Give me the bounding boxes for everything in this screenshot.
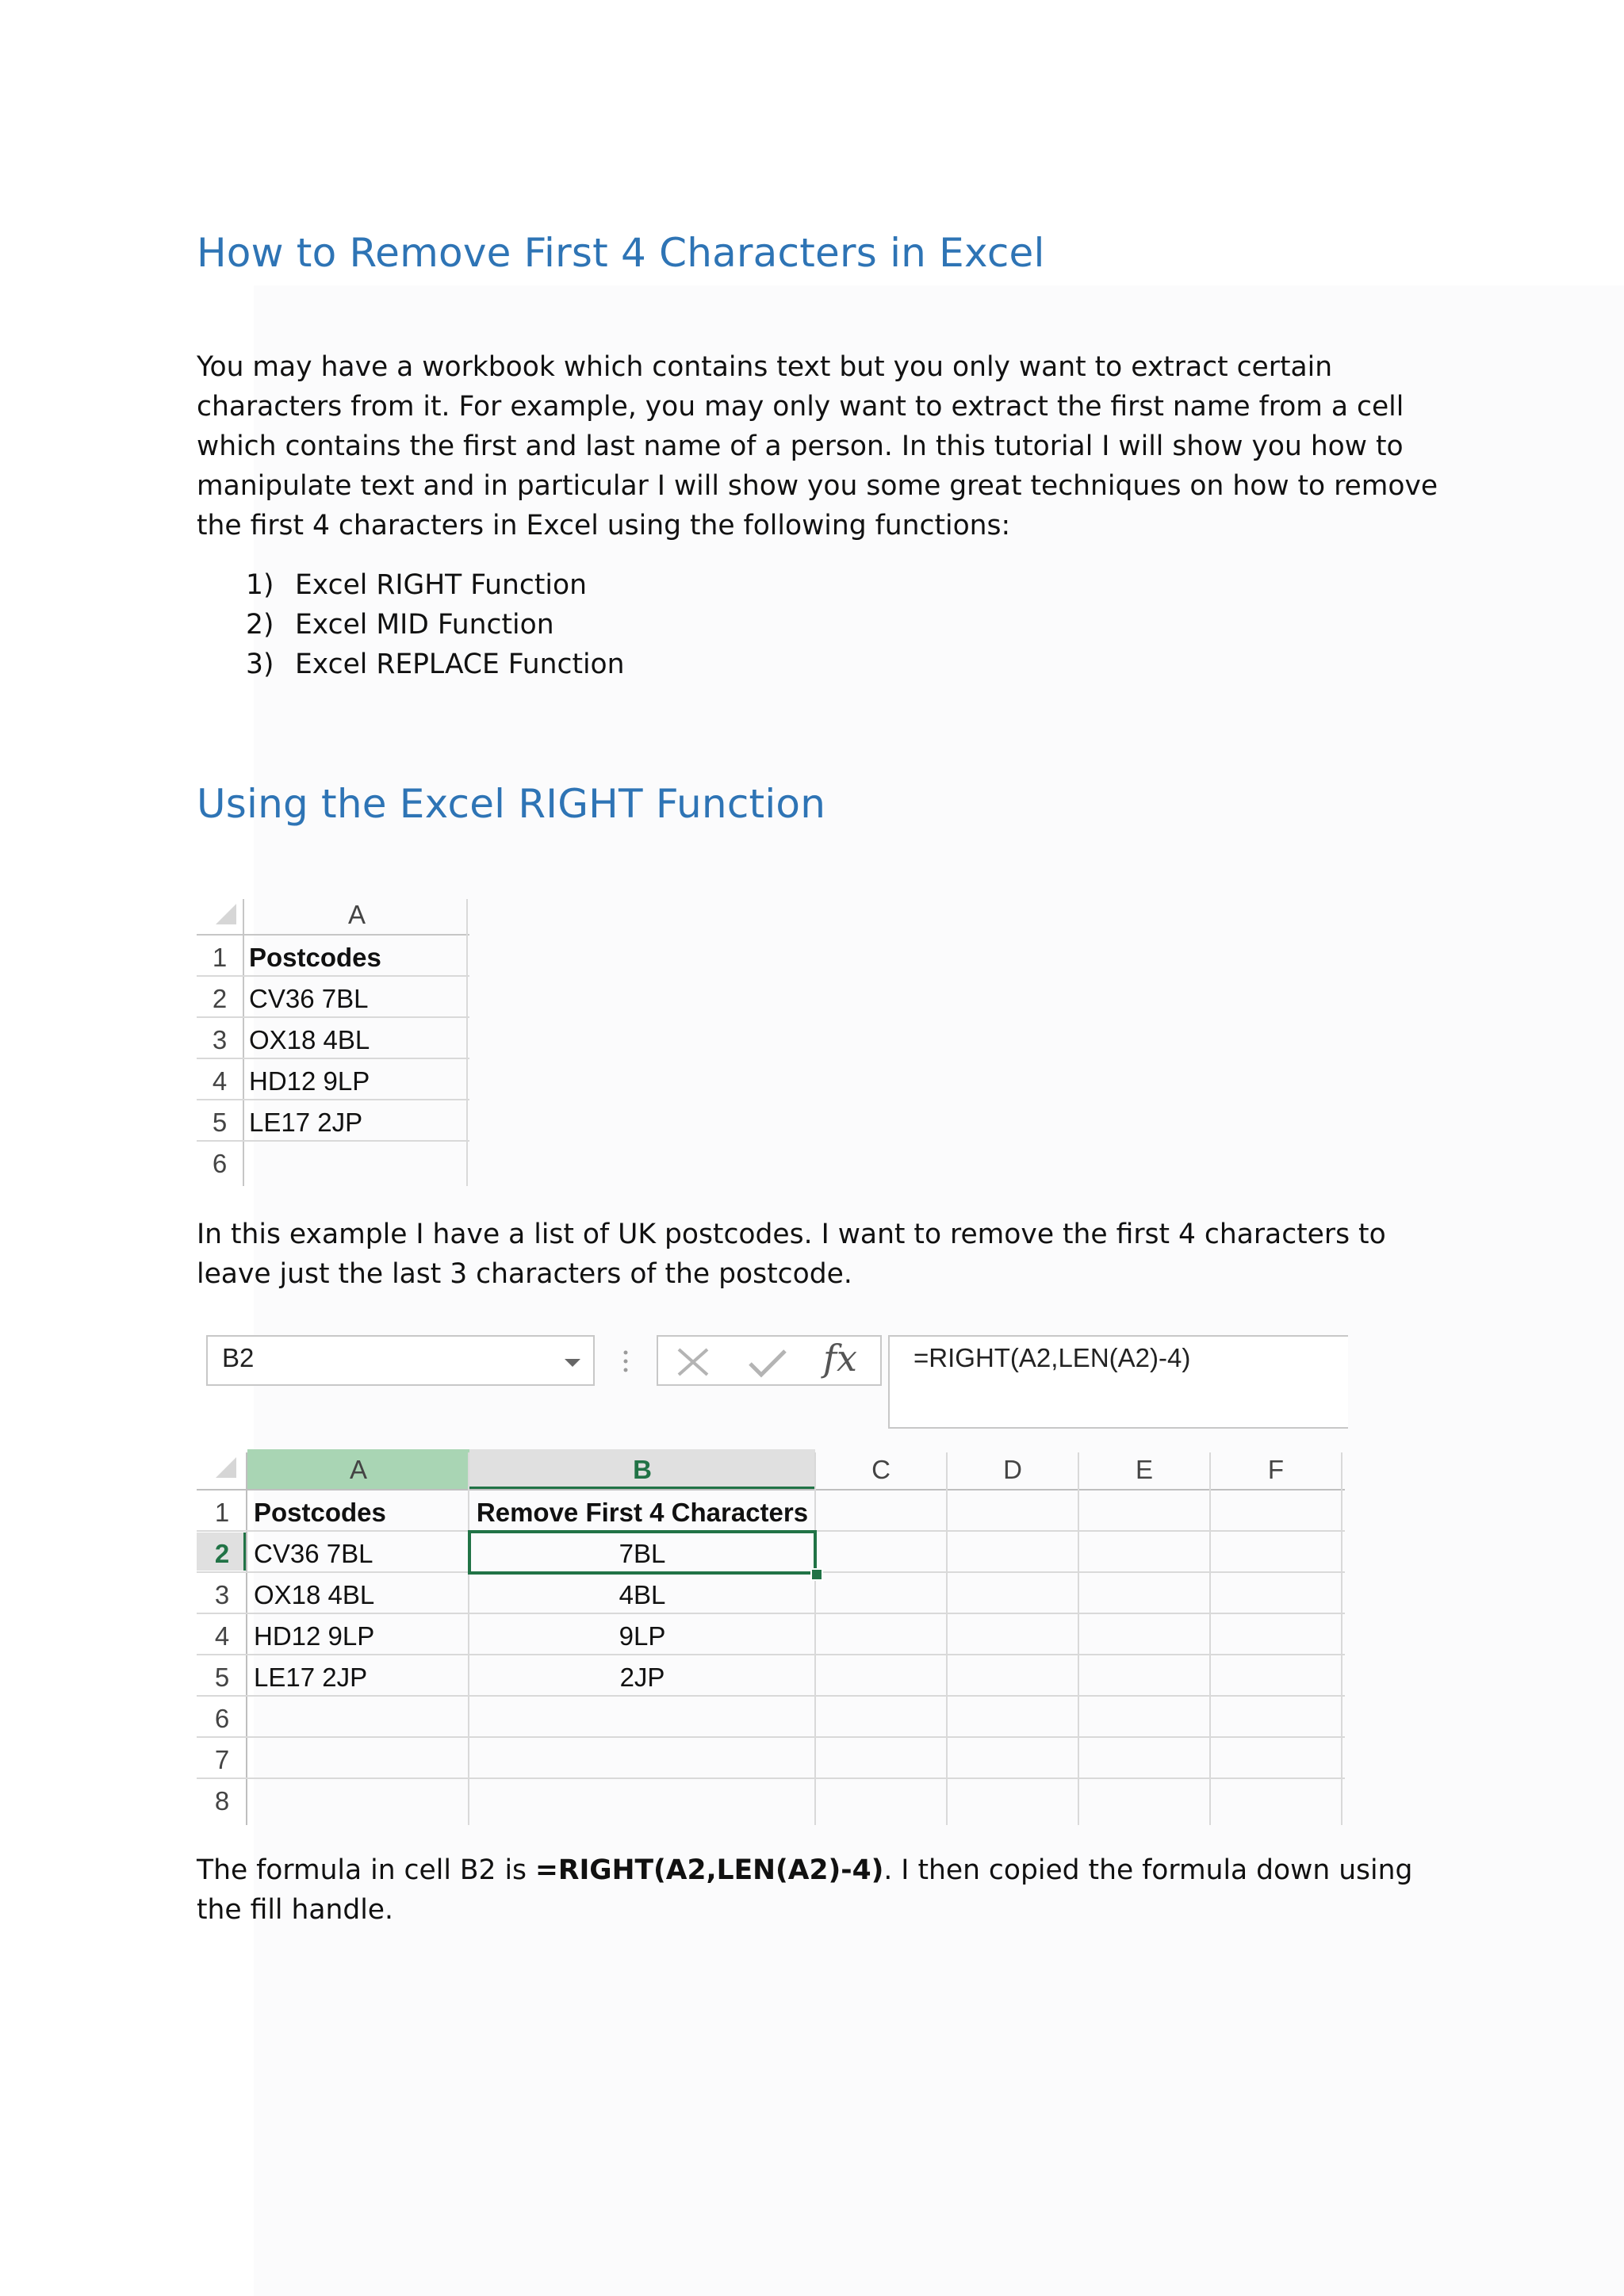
row-number[interactable]: 2: [214, 1539, 230, 1568]
select-all-corner-icon[interactable]: [214, 1456, 238, 1479]
cell-b3[interactable]: 4BL: [619, 1580, 666, 1609]
list-item: 3) Excel REPLACE Function: [246, 649, 625, 680]
column-header-d[interactable]: D: [1003, 1455, 1022, 1484]
select-all-corner-icon[interactable]: [214, 902, 238, 926]
cell-a3[interactable]: OX18 4BL: [254, 1580, 375, 1609]
row-number[interactable]: 1: [212, 943, 228, 972]
intro-paragraph: You may have a workbook which contains text but you only want to extract certain characters from it. For example, you may only want to extract the first name from a cell which contains the first and last name of a person. In this tutorial I will show you how to manipulate text and in particular I will show you some great techniques on how to remove the first 4 characters in Excel using the following functions:: [197, 351, 1438, 541]
row-number[interactable]: 6: [212, 1149, 228, 1178]
example-paragraph: In this example I have a list of UK postcodes. I want to remove the first 4 characters to leave just the last 3 characters of the postcode.: [197, 1219, 1386, 1290]
formula-input[interactable]: [888, 1335, 1348, 1429]
column-header-f[interactable]: F: [1267, 1455, 1285, 1484]
cell-a3[interactable]: OX18 4BL: [249, 1025, 370, 1054]
more-dots-icon[interactable]: [620, 1348, 631, 1375]
cell-a4[interactable]: HD12 9LP: [254, 1621, 375, 1651]
row-number[interactable]: 8: [214, 1786, 230, 1816]
row-number[interactable]: 2: [212, 984, 228, 1013]
column-header-a[interactable]: A: [247, 1449, 469, 1489]
cell-a5[interactable]: LE17 2JP: [254, 1663, 368, 1692]
insert-function-icon[interactable]: fx: [823, 1337, 857, 1380]
row-number[interactable]: 6: [214, 1704, 230, 1733]
fill-handle[interactable]: [810, 1568, 823, 1581]
name-box[interactable]: [206, 1335, 595, 1386]
cell-a4[interactable]: HD12 9LP: [249, 1066, 370, 1096]
cell-b4[interactable]: 9LP: [619, 1621, 666, 1651]
cell-a1[interactable]: Postcodes: [254, 1498, 386, 1527]
list-item: 1) Excel RIGHT Function: [246, 569, 587, 601]
cell-b5[interactable]: 2JP: [619, 1663, 665, 1692]
column-header-b[interactable]: B: [469, 1449, 815, 1489]
row-number[interactable]: 5: [214, 1663, 230, 1692]
cancel-icon[interactable]: [676, 1346, 710, 1378]
row-number[interactable]: 4: [212, 1066, 228, 1096]
row-number[interactable]: 3: [214, 1580, 230, 1609]
row-number[interactable]: 5: [212, 1108, 228, 1137]
name-box-value: B2: [222, 1343, 255, 1372]
row-number[interactable]: 7: [214, 1745, 230, 1774]
row-number[interactable]: 4: [214, 1621, 230, 1651]
closing-paragraph: The formula in cell B2 is =RIGHT(A2,LEN(A2)-4). I then copied the formula down using the fill handle.: [197, 1854, 1413, 1926]
formula-text: =RIGHT(A2,LEN(A2)-4): [914, 1343, 1191, 1372]
cell-a2[interactable]: CV36 7BL: [249, 984, 369, 1013]
function-list: [246, 565, 625, 684]
section-title: Using the Excel RIGHT Function: [197, 781, 826, 827]
list-item: 2) Excel MID Function: [246, 609, 554, 641]
column-header-a[interactable]: A: [347, 900, 366, 929]
cell-a5[interactable]: LE17 2JP: [249, 1108, 363, 1137]
cell-b2[interactable]: 7BL: [619, 1539, 666, 1568]
formula-bold: =RIGHT(A2,LEN(A2)-4): [535, 1854, 884, 1886]
formula-buttons: [657, 1335, 882, 1386]
column-header-e[interactable]: E: [1135, 1455, 1153, 1484]
row-number[interactable]: 1: [214, 1498, 230, 1527]
chevron-down-icon[interactable]: [565, 1359, 580, 1367]
cell-a1[interactable]: Postcodes: [249, 943, 381, 972]
page-title: How to Remove First 4 Characters in Excel: [197, 230, 1045, 276]
cell-b1[interactable]: Remove First 4 Characters: [476, 1498, 809, 1527]
active-cell-border: [468, 1530, 817, 1575]
row-number[interactable]: 3: [212, 1025, 228, 1054]
column-header-c[interactable]: C: [871, 1455, 891, 1484]
cell-a2[interactable]: CV36 7BL: [254, 1539, 373, 1568]
enter-check-icon[interactable]: [747, 1348, 788, 1380]
